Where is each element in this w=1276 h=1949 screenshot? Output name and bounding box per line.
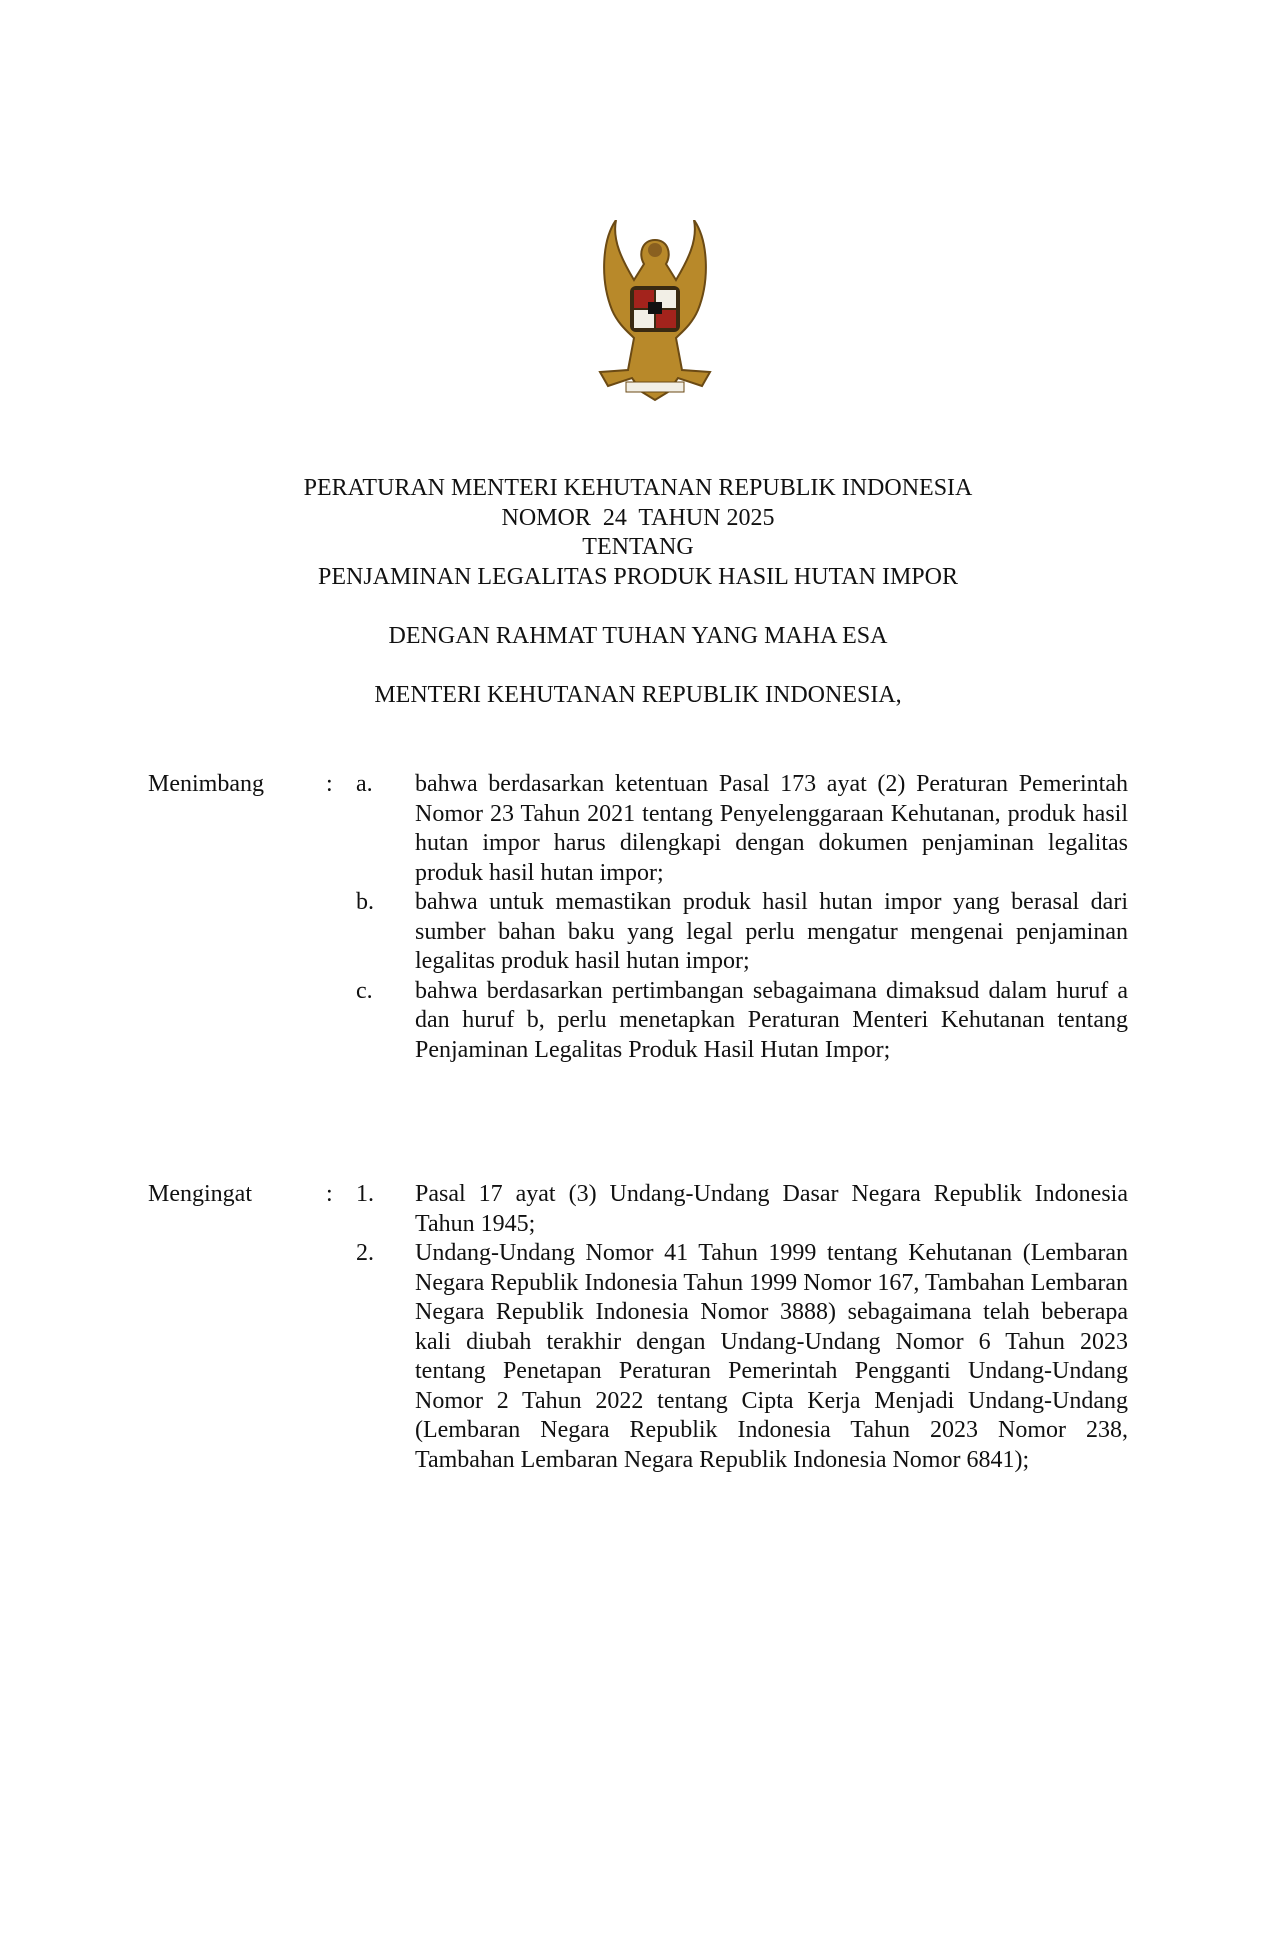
item-number: 2.	[356, 1240, 374, 1266]
list-item	[148, 770, 1128, 888]
section-label: Mengingat	[148, 1181, 252, 1207]
item-text: bahwa untuk memastikan produk hasil hutan impor yang berasal dari sumber bahan baku yang legal perlu mengatur mengenai penjaminan legalitas produk hasil hutan impor;	[415, 889, 1128, 974]
item-text: Pasal 17 ayat (3) Undang-Undang Dasar Negara Republik Indonesia Tahun 1945;	[415, 1181, 1128, 1237]
regulation-about: TENTANG	[582, 534, 694, 560]
garuda-emblem	[582, 220, 728, 406]
blessing-line: DENGAN RAHMAT TUHAN YANG MAHA ESA	[388, 622, 888, 649]
list-item	[148, 977, 1128, 1066]
item-number: b.	[356, 889, 374, 915]
regulation-subject: PENJAMINAN LEGALITAS PRODUK HASIL HUTAN IMPOR	[318, 563, 958, 590]
official-line: MENTERI KEHUTANAN REPUBLIK INDONESIA,	[374, 681, 902, 708]
item-number: 1.	[356, 1181, 374, 1207]
list-item	[148, 1239, 1128, 1475]
item-text: bahwa berdasarkan ketentuan Pasal 173 ayat (2) Peraturan Pemerintah Nomor 23 Tahun 2021 tentang Penyelenggaraan Kehutanan, produk hasil hutan impor harus dilengkapi dengan dokumen penjaminan legalitas produk hasil hutan impor;	[415, 771, 1128, 886]
item-number: c.	[356, 977, 373, 1004]
mengingat-section	[148, 1180, 1128, 1475]
item-number: a.	[356, 771, 373, 797]
list-item	[148, 1180, 1128, 1239]
regulation-title: PERATURAN MENTERI KEHUTANAN REPUBLIK INDONESIA	[303, 475, 973, 501]
regulation-number: NOMOR 24 TAHUN 2025	[501, 504, 775, 531]
colon: :	[326, 771, 333, 797]
item-text: Undang-Undang Nomor 41 Tahun 1999 tentang Kehutanan (Lembaran Negara Republik Indonesia Tahun 1999 Nomor 167, Tambahan Lembaran Negara Republik Indonesia Nomor 3888) sebagaimana telah beberapa kali diubah terakhir dengan Undang-Undang Nomor 6 Tahun 2023 tentang Penetapan Peraturan Pemerintah Pengganti Undang-Undang Nomor 2 Tahun 2022 tentang Cipta Kerja Menjadi Undang-Undang (Lembaran Negara Republik Indonesia Tahun 2023 Nomor 238, Tambahan Lembaran Negara Republik Indonesia Nomor 6841);	[415, 1240, 1128, 1473]
item-text: bahwa berdasarkan pertimbangan sebagaimana dimaksud dalam huruf a dan huruf b, perlu menetapkan Peraturan Menteri Kehutanan tentang Penjaminan Legalitas Produk Hasil Hutan Impor;	[415, 977, 1128, 1063]
document-header	[0, 474, 1276, 710]
list-item	[148, 888, 1128, 977]
colon: :	[326, 1181, 333, 1207]
menimbang-section	[148, 770, 1128, 1065]
section-label: Menimbang	[148, 771, 264, 797]
